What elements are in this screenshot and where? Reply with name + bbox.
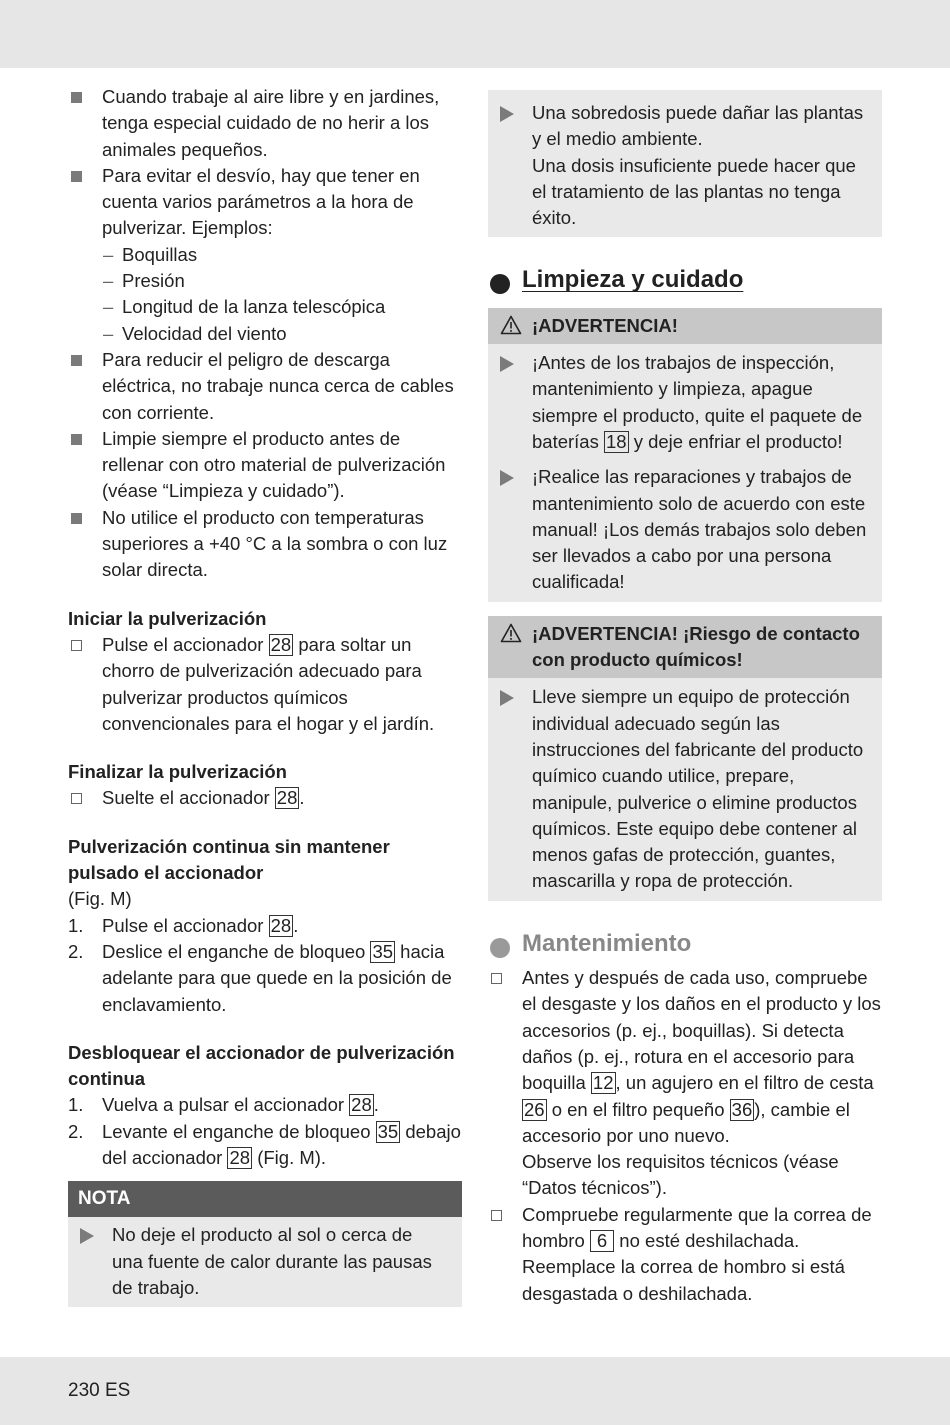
- bullet-text: No utilice el producto con temperaturas superiores a +40 °C a la sombra o con luz solar directa.: [102, 506, 448, 581]
- checkbox-bullet-icon: [71, 793, 82, 804]
- step-text: Deslice el enganche de bloqueo: [102, 940, 371, 962]
- part-ref: 28: [270, 633, 292, 655]
- arrow-bullet-icon: [500, 470, 514, 486]
- checkbox-bullet-icon: [71, 640, 82, 651]
- step-text: (Fig. M).: [252, 1146, 327, 1168]
- warning-text: y deje enfriar el producto!: [628, 430, 843, 452]
- subheading-continua: Pulverización continua sin mantener pulsado el accionador: [68, 835, 390, 884]
- step-text: Compruebe regularmente que la correa de hombro: [522, 1203, 872, 1251]
- step-text: Vuelva a pulsar el accionador: [102, 1094, 350, 1116]
- part-ref: 18: [606, 430, 627, 452]
- square-bullet-icon: [71, 92, 82, 103]
- warning-item: [488, 684, 882, 894]
- section-dot-icon: [490, 274, 510, 294]
- warning-title: ¡ADVERTENCIA!: [532, 314, 678, 336]
- right-column: [488, 84, 882, 1307]
- warning-item: [488, 464, 882, 595]
- warning-header: [488, 308, 882, 344]
- numbered-step: [68, 1092, 462, 1118]
- warning-triangle-icon: [500, 623, 522, 643]
- step-item: [488, 1202, 882, 1307]
- square-bullet-icon: [71, 434, 82, 445]
- left-column: [68, 84, 462, 1307]
- section-heading-mantenimiento: [488, 931, 882, 957]
- subheading-iniciar: Iniciar la pulverización: [68, 607, 267, 629]
- checkbox-bullet-icon: [491, 1210, 502, 1221]
- dash-item: [68, 242, 462, 268]
- part-ref: 35: [377, 1120, 399, 1142]
- step-number: 1.: [68, 914, 84, 936]
- step-item: [68, 785, 462, 811]
- page-number: 230 ES: [68, 1380, 131, 1401]
- dash-item: [68, 321, 462, 347]
- list-item: [68, 84, 462, 163]
- dash-text: Boquillas: [122, 243, 198, 265]
- dash-icon: –: [103, 243, 114, 265]
- warning-text: ¡Antes de los trabajos de inspección, mantenimiento y limpieza, apague siempre el producto, quite el paquete de baterías: [532, 352, 863, 452]
- step-text: para soltar un chorro de pulverización adecuado para pulverizar productos químicos convencionales para el hogar y el jardín.: [102, 633, 435, 734]
- subheading-finalizar: Finalizar la pulverización: [68, 761, 287, 783]
- arrow-bullet-icon: [500, 690, 514, 706]
- section-title: Limpieza y cuidado: [522, 266, 744, 294]
- step-text: Suelte el accionador: [102, 787, 275, 809]
- list-item: [68, 347, 462, 426]
- subheading-desbloquear: Desbloquear el accionador de pulverización continua: [68, 1041, 455, 1090]
- step-number: 1.: [68, 1094, 84, 1116]
- warning-item: [488, 350, 882, 455]
- part-ref: 28: [270, 914, 292, 936]
- section-dot-icon: [490, 938, 510, 958]
- step-item: [68, 632, 462, 737]
- box-text: Una dosis insuficiente puede hacer que el tratamiento de las plantas no tenga éxito.: [532, 154, 856, 229]
- warning-box: [488, 308, 882, 602]
- step-number: 2.: [68, 1120, 84, 1142]
- step-text: Observe los requisitos técnicos (véase “Datos técnicos”).: [522, 1151, 839, 1199]
- step-text: Pulse el accionador: [102, 633, 269, 655]
- square-bullet-icon: [71, 355, 82, 366]
- footer-band: [0, 1357, 950, 1425]
- note-title: NOTA: [68, 1181, 462, 1217]
- dash-item: [68, 294, 462, 320]
- dash-icon: –: [103, 296, 114, 318]
- list-item: [68, 426, 462, 505]
- part-ref: 28: [351, 1094, 372, 1116]
- step-text: debajo del accionador: [102, 1120, 461, 1168]
- step-text: hacia adelante para que quede en la posición de enclavamiento.: [102, 940, 452, 1015]
- bullet-text: Limpie siempre el producto antes de rellenar con otro material de pulverización (véase “Limpieza y cuidado”).: [102, 427, 446, 502]
- step-item: [488, 965, 882, 1202]
- square-bullet-icon: [71, 513, 82, 524]
- step-text: .: [299, 787, 305, 809]
- note-box: [68, 1181, 462, 1307]
- part-ref: 28: [229, 1146, 251, 1168]
- warning-text: Lleve siempre un equipo de protección individual adecuado según las instrucciones del fabricante del producto químico cuando utilice, prepare, manipule, pulverice o elimine productos químicos. Este equipo debe contener al menos gafas de protección, guantes, mascarilla y ropa de protección.: [532, 686, 864, 892]
- step-text: Antes y después de cada uso, compruebe el desgaste y los daños en el producto y los accesorios (p. ej., boquillas). Si detecta daños (p. ej., rotura en el accesorio para boquilla: [522, 967, 881, 1094]
- numbered-step: [68, 939, 462, 1018]
- box-item: [488, 100, 882, 231]
- warning-title: ¡ADVERTENCIA! ¡Riesgo de contacto con producto químicos!: [532, 622, 860, 671]
- dash-text: Presión: [122, 270, 185, 292]
- warning-box: [488, 616, 882, 901]
- step-text: Levante el enganche de bloqueo: [102, 1120, 376, 1142]
- dash-text: Longitud de la lanza telescópica: [122, 296, 386, 318]
- dash-item: [68, 268, 462, 294]
- dosage-box: [488, 90, 882, 237]
- bullet-text: Cuando trabaje al aire libre y en jardines, tenga especial cuidado de no herir a los animales pequeños.: [102, 86, 440, 160]
- numbered-step: [68, 913, 462, 939]
- step-text: .: [293, 914, 299, 936]
- dash-icon: –: [103, 270, 114, 292]
- step-text: .: [373, 1094, 379, 1116]
- section-title: Mantenimiento: [522, 929, 692, 957]
- dash-text: Velocidad del viento: [122, 322, 287, 344]
- part-ref: 26: [524, 1098, 545, 1120]
- step-text: ), cambie el accesorio por uno nuevo.: [522, 1098, 850, 1146]
- section-heading-limpieza: [488, 267, 882, 293]
- bullet-text: Para reducir el peligro de descarga eléctrica, no trabaje nunca cerca de cables con corriente.: [102, 348, 454, 423]
- part-ref: 6: [590, 1230, 614, 1252]
- header-band: [0, 0, 950, 68]
- step-text: no esté deshilachada. Reemplace la correa de hombro si está desgastada o deshilachada.: [522, 1229, 845, 1304]
- note-text: No deje el producto al sol o cerca de una fuente de calor durante las pausas de trabajo.: [112, 1224, 432, 1298]
- checkbox-bullet-icon: [491, 973, 502, 984]
- step-number: 2.: [68, 940, 84, 962]
- step-text: Pulse el accionador: [102, 914, 269, 936]
- part-ref: 12: [592, 1072, 614, 1094]
- warning-text: ¡Realice las reparaciones y trabajos de mantenimiento solo de acuerdo con este manual! ¡Los demás trabajos solo deben ser llevados a cabo por una persona cualificada!: [532, 466, 867, 593]
- box-text: Una sobredosis puede dañar las plantas y el medio ambiente.: [532, 102, 864, 150]
- step-text: o en el filtro pequeño: [546, 1098, 730, 1120]
- step-text: , un agujero en el filtro de cesta: [615, 1072, 874, 1094]
- warning-triangle-icon: [500, 315, 522, 335]
- bullet-text: Para evitar el desvío, hay que tener en cuenta varios parámetros a la hora de pulverizar. Ejemplos:: [102, 164, 420, 239]
- part-ref: 36: [731, 1098, 753, 1120]
- list-item: [68, 163, 462, 242]
- arrow-bullet-icon: [500, 356, 514, 372]
- note-item: [68, 1217, 462, 1307]
- arrow-bullet-icon: [80, 1228, 94, 1244]
- part-ref: 28: [276, 787, 298, 809]
- warning-header: [488, 616, 882, 679]
- part-ref: 35: [372, 940, 394, 962]
- numbered-step: [68, 1119, 462, 1172]
- dash-icon: –: [103, 322, 114, 344]
- list-item: [68, 505, 462, 584]
- arrow-bullet-icon: [500, 106, 514, 122]
- square-bullet-icon: [71, 171, 82, 182]
- figure-ref: (Fig. M): [68, 888, 132, 910]
